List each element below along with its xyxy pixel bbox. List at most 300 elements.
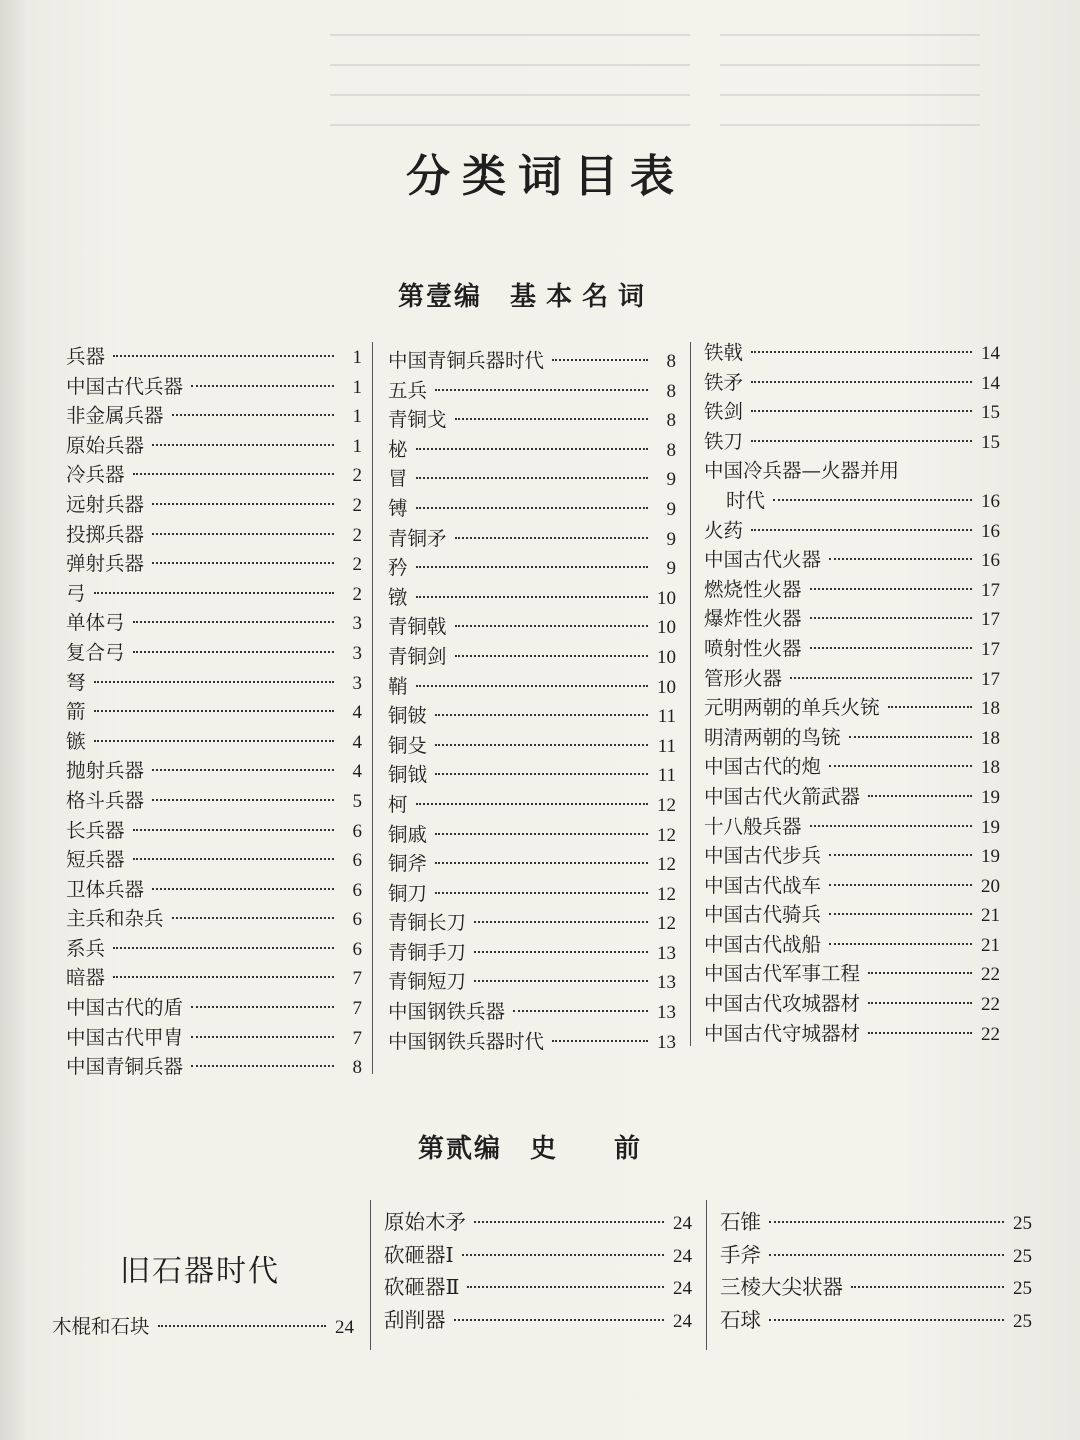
part2-heading-name: 史 前 bbox=[530, 1134, 643, 1164]
index-entry bbox=[704, 693, 1000, 723]
part2-heading-prefix: 第贰编 bbox=[418, 1134, 503, 1164]
column-divider bbox=[370, 1200, 371, 1350]
entry-page-number: 8 bbox=[666, 351, 676, 372]
entry-term: 原始兵器 bbox=[66, 433, 145, 457]
dot-leader bbox=[462, 1254, 664, 1256]
index-entry bbox=[704, 604, 1000, 634]
dot-leader bbox=[751, 410, 972, 412]
entry-page-number: 1 bbox=[352, 406, 362, 428]
entry-page-number: 8 bbox=[666, 410, 676, 432]
dot-leader bbox=[133, 473, 334, 475]
dot-leader bbox=[435, 714, 648, 716]
dot-leader bbox=[416, 566, 648, 568]
dot-leader bbox=[152, 533, 334, 535]
dot-leader bbox=[172, 917, 334, 919]
dot-leader bbox=[455, 418, 648, 420]
entry-page-number: 19 bbox=[981, 846, 1000, 868]
index-entry bbox=[704, 486, 1000, 516]
index-entry bbox=[388, 820, 676, 850]
entry-term: 中国古代的盾 bbox=[66, 996, 184, 1020]
index-entry bbox=[704, 575, 1000, 605]
entry-page-number: 12 bbox=[657, 913, 676, 935]
entry-term: 青铜短刀 bbox=[388, 970, 467, 994]
entry-page-number: 5 bbox=[352, 790, 362, 812]
dot-leader bbox=[829, 558, 972, 560]
index-entry bbox=[388, 760, 676, 790]
part1-column-2 bbox=[388, 346, 676, 1056]
entry-page-number: 2 bbox=[352, 583, 362, 605]
part1-heading bbox=[398, 276, 654, 313]
entry-page-number: 16 bbox=[981, 520, 1000, 542]
entry-page-number: 24 bbox=[673, 1278, 692, 1299]
dot-leader bbox=[416, 685, 648, 687]
entry-term: 铜刀 bbox=[388, 881, 428, 905]
entry-term: 中国古代战车 bbox=[704, 873, 822, 897]
part1-column-3 bbox=[704, 338, 1000, 1048]
entry-term: 火药 bbox=[704, 518, 744, 542]
entry-page-number: 25 bbox=[1013, 1278, 1032, 1299]
dot-leader bbox=[474, 951, 648, 953]
dot-leader bbox=[888, 706, 972, 708]
entry-term: 石锥 bbox=[720, 1210, 761, 1234]
entry-term: 铜斧 bbox=[388, 852, 428, 876]
entry-page-number: 15 bbox=[981, 402, 1000, 424]
entry-page-number: 4 bbox=[352, 761, 362, 783]
entry-term: 镞 bbox=[66, 729, 86, 753]
dot-leader bbox=[790, 677, 972, 679]
dot-leader bbox=[435, 892, 648, 894]
dot-leader bbox=[751, 381, 972, 383]
index-entry bbox=[388, 731, 676, 761]
dot-leader bbox=[152, 562, 334, 564]
dot-leader bbox=[113, 947, 334, 949]
dot-leader bbox=[751, 440, 972, 442]
index-entry bbox=[704, 456, 1000, 486]
entry-term: 原始木矛 bbox=[384, 1210, 466, 1234]
index-entry bbox=[388, 849, 676, 879]
entry-term: 中国古代攻城器材 bbox=[704, 992, 861, 1016]
index-entry bbox=[388, 997, 676, 1027]
index-entry bbox=[52, 1312, 354, 1342]
entry-page-number: 17 bbox=[981, 609, 1000, 631]
part2-column-3 bbox=[720, 1206, 1032, 1336]
entry-page-number: 9 bbox=[666, 469, 676, 491]
entry-term: 短兵器 bbox=[66, 848, 125, 872]
entry-page-number: 21 bbox=[981, 905, 1000, 927]
entry-page-number: 15 bbox=[981, 431, 1000, 453]
entry-page-number: 17 bbox=[981, 579, 1000, 601]
dot-leader bbox=[810, 617, 972, 619]
entry-page-number: 21 bbox=[981, 934, 1000, 956]
dot-leader bbox=[416, 477, 648, 479]
dot-leader bbox=[133, 621, 334, 623]
index-entry bbox=[66, 668, 362, 698]
dot-leader bbox=[133, 858, 334, 860]
entry-page-number: 12 bbox=[657, 794, 676, 816]
entry-page-number: 25 bbox=[1013, 1310, 1032, 1332]
dot-leader bbox=[829, 765, 972, 767]
column-divider bbox=[706, 1200, 707, 1350]
dot-leader bbox=[829, 943, 972, 945]
entry-term: 中国冷兵器—火器并用 bbox=[704, 459, 900, 483]
column-divider bbox=[372, 342, 373, 1074]
dot-leader bbox=[455, 537, 648, 539]
dot-leader bbox=[769, 1221, 1004, 1223]
entry-term: 兵器 bbox=[66, 345, 106, 368]
dot-leader bbox=[474, 1221, 664, 1223]
entry-term: 长兵器 bbox=[66, 818, 125, 842]
part2-column-1 bbox=[52, 1312, 354, 1342]
entry-term: 镈 bbox=[388, 496, 408, 520]
entry-page-number: 1 bbox=[352, 376, 362, 398]
index-entry bbox=[66, 934, 362, 964]
entry-page-number: 18 bbox=[981, 757, 1000, 779]
entry-term: 中国古代军事工程 bbox=[704, 962, 861, 986]
dot-leader bbox=[94, 710, 334, 712]
index-entry bbox=[704, 664, 1000, 694]
dot-leader bbox=[113, 355, 334, 357]
index-entry bbox=[388, 346, 676, 376]
part1-column-1 bbox=[66, 342, 362, 1082]
index-entry bbox=[66, 816, 362, 846]
index-entry bbox=[388, 612, 676, 642]
entry-term: 鞘 bbox=[388, 674, 408, 698]
dot-leader bbox=[849, 736, 972, 738]
dot-leader bbox=[851, 1286, 1004, 1288]
entry-term: 铁戟 bbox=[704, 341, 744, 364]
index-entry bbox=[704, 930, 1000, 960]
index-entry bbox=[66, 579, 362, 609]
index-entry bbox=[384, 1304, 692, 1337]
entry-term: 中国古代火器 bbox=[704, 548, 822, 572]
dot-leader bbox=[172, 414, 334, 416]
entry-page-number: 3 bbox=[352, 613, 362, 635]
entry-term: 中国古代的炮 bbox=[704, 755, 822, 779]
dot-leader bbox=[133, 651, 334, 653]
entry-term: 远射兵器 bbox=[66, 492, 145, 516]
index-entry bbox=[66, 963, 362, 993]
entry-term: 铁矛 bbox=[704, 370, 744, 394]
index-entry bbox=[388, 642, 676, 672]
entry-term: 石球 bbox=[720, 1307, 761, 1332]
dot-leader bbox=[152, 503, 334, 505]
index-entry bbox=[388, 879, 676, 909]
entry-page-number: 8 bbox=[352, 1057, 362, 1079]
page-title: 分类词目表 bbox=[406, 151, 686, 202]
index-entry bbox=[704, 959, 1000, 989]
entry-page-number: 8 bbox=[666, 380, 676, 402]
dot-leader bbox=[416, 507, 648, 509]
entry-term: 中国古代步兵 bbox=[704, 844, 822, 868]
entry-term: 燃烧性火器 bbox=[704, 577, 802, 601]
dot-leader bbox=[810, 588, 972, 590]
dot-leader bbox=[868, 1002, 972, 1004]
entry-page-number: 11 bbox=[657, 735, 676, 757]
index-entry bbox=[66, 727, 362, 757]
entry-page-number: 11 bbox=[657, 706, 676, 728]
dot-leader bbox=[829, 854, 972, 856]
entry-term: 中国钢铁兵器时代 bbox=[388, 1029, 545, 1053]
entry-term: 喷射性火器 bbox=[704, 636, 802, 660]
entry-term: 十八般兵器 bbox=[704, 814, 802, 838]
entry-term: 单体弓 bbox=[66, 611, 125, 635]
index-entry bbox=[704, 368, 1000, 398]
dot-leader bbox=[133, 829, 334, 831]
index-entry bbox=[388, 790, 676, 820]
dot-leader bbox=[416, 803, 648, 805]
entry-page-number: 16 bbox=[981, 550, 1000, 572]
dot-leader bbox=[435, 862, 648, 864]
dot-leader bbox=[435, 389, 648, 391]
dot-leader bbox=[113, 976, 334, 978]
entry-page-number: 25 bbox=[1013, 1213, 1032, 1234]
dot-leader bbox=[868, 1032, 972, 1034]
entry-term: 砍砸器Ⅱ bbox=[384, 1275, 460, 1299]
entry-page-number: 6 bbox=[352, 879, 362, 901]
entry-term: 砍砸器Ⅰ bbox=[384, 1242, 454, 1267]
dot-leader bbox=[435, 833, 648, 835]
index-entry bbox=[388, 553, 676, 583]
dot-leader bbox=[152, 444, 334, 446]
index-entry bbox=[66, 1023, 362, 1053]
index-entry bbox=[66, 549, 362, 579]
index-entry bbox=[66, 1052, 362, 1082]
entry-page-number: 16 bbox=[981, 490, 1000, 512]
dot-leader bbox=[94, 681, 334, 683]
index-entry bbox=[704, 782, 1000, 812]
index-entry bbox=[388, 464, 676, 494]
bleed-through-texture bbox=[330, 20, 690, 140]
dot-leader bbox=[769, 1319, 1004, 1321]
entry-page-number: 9 bbox=[666, 498, 676, 520]
entry-term: 柲 bbox=[388, 437, 408, 461]
entry-term: 铜钺 bbox=[388, 763, 428, 787]
index-entry bbox=[720, 1271, 1032, 1304]
index-entry bbox=[704, 545, 1000, 575]
entry-page-number: 24 bbox=[335, 1317, 354, 1338]
entry-term: 青铜戟 bbox=[388, 615, 447, 639]
index-entry bbox=[66, 875, 362, 905]
entry-term: 铁刀 bbox=[704, 429, 744, 453]
entry-page-number: 25 bbox=[1013, 1245, 1032, 1267]
dot-leader bbox=[191, 385, 334, 387]
dot-leader bbox=[94, 592, 334, 594]
index-entry bbox=[66, 608, 362, 638]
index-entry bbox=[66, 490, 362, 520]
index-entry bbox=[704, 723, 1000, 753]
index-entry bbox=[704, 900, 1000, 930]
entry-page-number: 7 bbox=[352, 1027, 362, 1049]
entry-page-number: 11 bbox=[657, 765, 676, 787]
entry-term: 系兵 bbox=[66, 936, 106, 960]
index-entry bbox=[388, 405, 676, 435]
index-entry bbox=[388, 376, 676, 406]
entry-term: 中国古代兵器 bbox=[66, 374, 184, 398]
index-entry bbox=[384, 1206, 692, 1239]
dot-leader bbox=[810, 825, 972, 827]
dot-leader bbox=[152, 799, 334, 801]
dot-leader bbox=[191, 1065, 334, 1067]
index-entry bbox=[388, 1027, 676, 1057]
entry-term: 青铜剑 bbox=[388, 644, 447, 668]
index-entry bbox=[388, 583, 676, 613]
entry-page-number: 6 bbox=[352, 820, 362, 842]
entry-term: 中国青铜兵器时代 bbox=[388, 349, 545, 372]
dot-leader bbox=[416, 596, 648, 598]
entry-page-number: 22 bbox=[981, 994, 1000, 1016]
section-title: 旧石器时代 bbox=[120, 1254, 280, 1289]
entry-page-number: 2 bbox=[352, 554, 362, 576]
entry-term: 柯 bbox=[388, 792, 408, 816]
part2-heading bbox=[418, 1128, 642, 1165]
index-entry bbox=[704, 397, 1000, 427]
entry-page-number: 2 bbox=[352, 465, 362, 487]
index-entry bbox=[388, 524, 676, 554]
index-entry bbox=[720, 1239, 1032, 1272]
entry-page-number: 18 bbox=[981, 727, 1000, 749]
dot-leader bbox=[868, 972, 972, 974]
entry-page-number: 4 bbox=[352, 702, 362, 724]
entry-term: 管形火器 bbox=[704, 666, 783, 690]
entry-page-number: 3 bbox=[352, 672, 362, 694]
entry-page-number: 1 bbox=[352, 435, 362, 457]
entry-term: 元明两朝的单兵火铳 bbox=[704, 696, 880, 720]
dot-leader bbox=[416, 448, 648, 450]
entry-term: 非金属兵器 bbox=[66, 404, 164, 428]
entry-page-number: 17 bbox=[981, 638, 1000, 660]
entry-term: 中国青铜兵器 bbox=[66, 1055, 184, 1079]
entry-page-number: 2 bbox=[352, 494, 362, 516]
dot-leader bbox=[152, 888, 334, 890]
index-entry bbox=[720, 1304, 1032, 1337]
index-entry bbox=[388, 435, 676, 465]
entry-term: 中国钢铁兵器 bbox=[388, 1000, 506, 1024]
entry-page-number: 10 bbox=[657, 617, 676, 639]
entry-page-number: 13 bbox=[657, 1031, 676, 1053]
entry-page-number: 12 bbox=[657, 824, 676, 846]
entry-page-number: 10 bbox=[657, 676, 676, 698]
dot-leader bbox=[191, 1036, 334, 1038]
entry-term: 爆炸性火器 bbox=[704, 607, 802, 631]
entry-page-number: 13 bbox=[657, 972, 676, 994]
entry-page-number: 3 bbox=[352, 642, 362, 664]
entry-term: 暗器 bbox=[66, 966, 106, 990]
dot-leader bbox=[455, 655, 648, 657]
dot-leader bbox=[467, 1286, 664, 1288]
index-entry bbox=[704, 752, 1000, 782]
index-entry bbox=[66, 993, 362, 1023]
index-entry bbox=[388, 494, 676, 524]
entry-term: 手斧 bbox=[720, 1242, 761, 1267]
index-entry bbox=[66, 756, 362, 786]
entry-page-number: 12 bbox=[657, 883, 676, 905]
bleed-through-texture bbox=[720, 20, 980, 140]
entry-page-number: 18 bbox=[981, 698, 1000, 720]
entry-page-number: 13 bbox=[657, 942, 676, 964]
entry-term: 中国古代战船 bbox=[704, 932, 822, 956]
entry-term: 中国古代火箭武器 bbox=[704, 784, 861, 808]
entry-term: 冷兵器 bbox=[66, 463, 125, 487]
dot-leader bbox=[810, 647, 972, 649]
dot-leader bbox=[454, 1319, 665, 1321]
entry-term: 矜 bbox=[388, 556, 408, 580]
index-entry bbox=[388, 672, 676, 702]
dot-leader bbox=[829, 884, 972, 886]
index-entry bbox=[384, 1271, 692, 1304]
entry-page-number: 24 bbox=[673, 1213, 692, 1234]
dot-leader bbox=[769, 1254, 1004, 1256]
dot-leader bbox=[513, 1010, 648, 1012]
index-entry bbox=[704, 634, 1000, 664]
index-entry bbox=[66, 431, 362, 461]
dot-leader bbox=[773, 499, 972, 501]
entry-term: 铜铍 bbox=[388, 704, 428, 728]
entry-term: 青铜手刀 bbox=[388, 940, 467, 964]
index-entry bbox=[704, 427, 1000, 457]
index-entry bbox=[384, 1239, 692, 1272]
entry-page-number: 1 bbox=[352, 347, 362, 368]
entry-term: 主兵和杂兵 bbox=[66, 907, 164, 931]
entry-page-number: 14 bbox=[981, 372, 1000, 394]
index-entry bbox=[704, 516, 1000, 546]
dot-leader bbox=[152, 769, 334, 771]
dot-leader bbox=[552, 1040, 648, 1042]
index-entry bbox=[66, 520, 362, 550]
index-entry bbox=[720, 1206, 1032, 1239]
dot-leader bbox=[552, 359, 648, 361]
entry-page-number: 6 bbox=[352, 850, 362, 872]
dot-leader bbox=[455, 625, 648, 627]
index-entry bbox=[704, 871, 1000, 901]
dot-leader bbox=[94, 740, 334, 742]
entry-term: 弹射兵器 bbox=[66, 552, 145, 576]
index-entry bbox=[388, 701, 676, 731]
column-divider bbox=[690, 342, 691, 1046]
index-entry bbox=[66, 401, 362, 431]
entry-term: 铜戚 bbox=[388, 822, 428, 846]
entry-term: 弓 bbox=[66, 581, 86, 605]
entry-page-number: 24 bbox=[673, 1310, 692, 1332]
entry-page-number: 8 bbox=[666, 439, 676, 461]
dot-leader bbox=[474, 980, 648, 982]
entry-term: 镦 bbox=[388, 585, 408, 609]
index-entry bbox=[388, 967, 676, 997]
entry-page-number: 9 bbox=[666, 558, 676, 580]
entry-term: 刮削器 bbox=[384, 1307, 446, 1332]
entry-page-number: 6 bbox=[352, 909, 362, 931]
index-entry bbox=[704, 841, 1000, 871]
entry-term: 五兵 bbox=[388, 378, 428, 402]
index-entry bbox=[704, 338, 1000, 368]
index-entry bbox=[66, 342, 362, 372]
part1-heading-name: 基本名词 bbox=[510, 282, 655, 312]
entry-page-number: 22 bbox=[981, 1023, 1000, 1045]
entry-term: 三棱大尖状器 bbox=[720, 1275, 843, 1299]
entry-term: 明清两朝的鸟铳 bbox=[704, 725, 841, 749]
entry-page-number: 9 bbox=[666, 528, 676, 550]
index-entry bbox=[66, 786, 362, 816]
entry-page-number: 4 bbox=[352, 731, 362, 753]
entry-page-number: 6 bbox=[352, 938, 362, 960]
entry-term: 青铜长刀 bbox=[388, 911, 467, 935]
dot-leader bbox=[868, 795, 972, 797]
entry-page-number: 7 bbox=[352, 998, 362, 1020]
entry-term: 抛射兵器 bbox=[66, 759, 145, 783]
entry-page-number: 14 bbox=[981, 343, 1000, 364]
index-entry bbox=[66, 638, 362, 668]
dot-leader bbox=[751, 351, 972, 353]
entry-term: 弩 bbox=[66, 670, 86, 694]
